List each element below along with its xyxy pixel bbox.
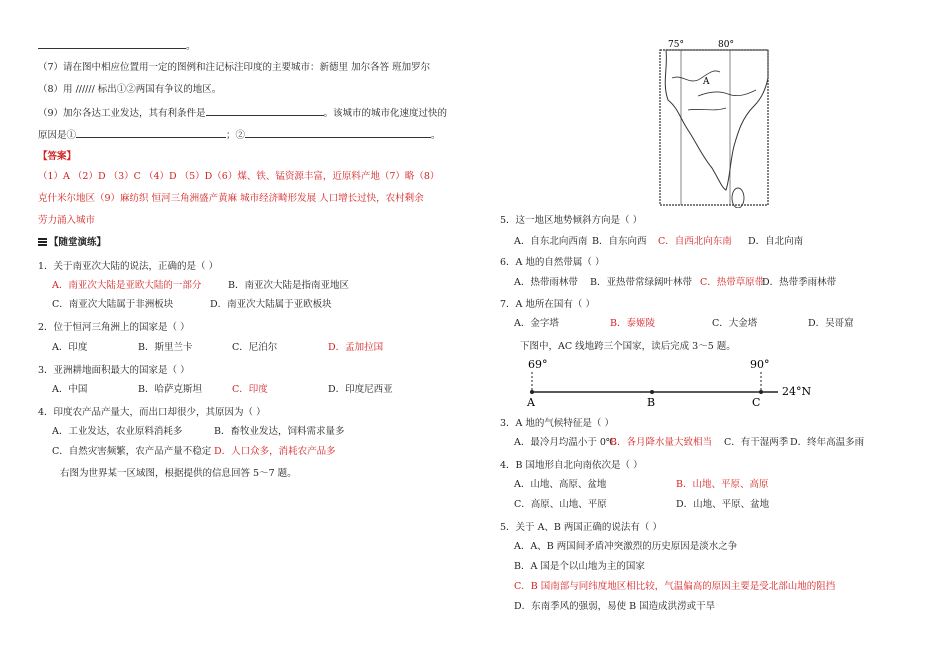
qb4-stem: 4．B 国地形自北向南依次是（ ） <box>500 460 643 471</box>
line-lon-69: 69° <box>528 358 548 371</box>
q1-option-a: A．南亚次大陆是亚欧大陆的一部分 <box>52 280 202 291</box>
q2-option-c: C．尼泊尔 <box>232 342 278 353</box>
map-frame <box>660 50 768 205</box>
river-1 <box>672 71 720 81</box>
q5-option-a: A．自东北向西南 <box>514 236 588 247</box>
qb3-option-c: C．有干湿两季 <box>724 437 789 448</box>
qb5-option-d: D．东南季风的强弱，易使 B 国造成洪涝或干旱 <box>514 601 716 612</box>
answer-blank-line: 。 <box>38 39 196 53</box>
q6-option-b: B．亚热带常绿阔叶林带 <box>590 277 692 288</box>
qb5-stem: 5．关于 A、B 两国正确的说法有（ ） <box>500 522 662 533</box>
map-lon-75: 75° <box>668 40 684 50</box>
q3-option-d: D．印度尼西亚 <box>328 384 393 395</box>
q3-option-c: C．印度 <box>232 384 268 395</box>
question-9-reasons: 原因是① ；② 。 <box>38 130 441 141</box>
q7-option-b: B．泰姬陵 <box>610 318 655 329</box>
q7-option-c: C．大金塔 <box>712 318 758 329</box>
q1-option-b: B．南亚次大陆是指南亚地区 <box>228 280 349 291</box>
qb4-option-b: B．山地、平原、高原 <box>676 479 769 490</box>
question-9: （9）加尔各达工业发达，其有利条件是 。该城市的城市化速度过快的 <box>38 108 448 119</box>
line-lat-label: 24°N <box>782 385 812 398</box>
river-2 <box>698 90 756 96</box>
map-label-a: A <box>703 77 710 87</box>
qb5-option-b: B．A 国是个以山地为主的国家 <box>514 561 645 572</box>
q5-stem: 5．这一地区地势倾斜方向是（ ） <box>500 215 643 226</box>
section-icon <box>38 237 47 246</box>
q2-stem: 2．位于恒河三角洲上的国家是（ ） <box>38 322 190 333</box>
q4-option-d: D．人口众多，消耗农产品多 <box>214 446 336 457</box>
q6-stem: 6．A 地的自然带属（ ） <box>500 257 605 268</box>
question-7: （7）请在图中相应位置用一定的图例和注记标注印度的主要城市：新德里 加尔各答 班加罗尔 <box>38 62 431 73</box>
q6-option-c: C．热带草原带 <box>700 277 765 288</box>
section-title: 【随堂演练】 <box>38 237 106 249</box>
qb3-option-b: B．各月降水量大致相当 <box>610 437 712 448</box>
line-lon-90: 90° <box>750 358 770 371</box>
answer-line-3: 劳力涌入城市 <box>38 215 96 226</box>
q7-stem: 7．A 地所在国有（ ） <box>500 299 595 310</box>
q1-stem: 1．关于南亚次大陆的说法，正确的是（ ） <box>38 261 219 272</box>
line-intro: 下图中，AC 线地跨三个国家，读后完成 3～5 题。 <box>520 341 736 352</box>
answer-line-1: （1）A （2）D （3）C （4）D （5）D（6）煤、铁、锰资源丰富，近原料产地（7）略（8） <box>38 171 440 182</box>
q4-stem: 4．印度农产品产量大，而出口却很少，其原因为（ ） <box>38 407 266 418</box>
line-label-b: B <box>647 396 656 408</box>
qb4-option-d: D．山地、平原、盆地 <box>676 499 770 510</box>
question-8: （8）用 ////// 标出①②两国有争议的地区。 <box>38 84 222 95</box>
q4-option-a: A．工业发达，农业原料消耗多 <box>52 426 183 437</box>
answer-title: 【答案】 <box>38 151 77 162</box>
q4-option-c: C．自然灾害频繁，农产品产量不稳定 <box>52 446 212 457</box>
q6-option-d: D．热带季雨林带 <box>762 277 837 288</box>
south-asia-map <box>658 38 770 208</box>
q3-option-b: B．哈萨克斯坦 <box>138 384 202 395</box>
q2-option-b: B．斯里兰卡 <box>138 342 193 353</box>
q3-option-a: A．中国 <box>52 384 88 395</box>
qb3-option-a: A．最冷月均温小于 0℃ <box>514 437 617 448</box>
map-intro: 右图为世界某一区域图，根据提供的信息回答 5～7 题。 <box>60 468 297 479</box>
qb3-option-d: D．终年高温多雨 <box>790 437 865 448</box>
qb4-option-c: C．高原、山地、平原 <box>514 499 607 510</box>
qb5-option-c: C．B 国南部与同纬度地区相比较，气温偏高的原因主要是受北部山地的阻挡 <box>514 581 836 592</box>
q5-option-b: B．自东向西 <box>592 236 647 247</box>
river-3 <box>688 108 726 110</box>
q5-option-d: D．自北向南 <box>748 236 804 247</box>
q4-option-b: B．畜牧业发达，饲料需求量多 <box>214 426 345 437</box>
q2-option-a: A．印度 <box>52 342 88 353</box>
q1-option-d: D．南亚次大陆属于亚欧板块 <box>210 299 332 310</box>
q7-option-d: D．吴哥窟 <box>808 318 854 329</box>
q6-option-a: A．热带雨林带 <box>514 277 578 288</box>
q2-option-d: D．孟加拉国 <box>328 342 384 353</box>
line-label-a: A <box>527 396 535 408</box>
point-c <box>759 390 763 394</box>
map-lon-80: 80° <box>718 40 734 50</box>
q3-stem: 3．亚洲耕地面积最大的国家是（ ） <box>38 365 190 376</box>
qb3-stem: 3．A 地的气候特征是（ ） <box>500 418 614 429</box>
q7-option-a: A．金字塔 <box>514 318 559 329</box>
q1-option-c: C．南亚次大陆属于非洲板块 <box>52 299 174 310</box>
answer-line-2: 克什米尔地区（9）麻纺织 恒河三角洲盛产黄麻 城市经济畸形发展 人口增长过快，农村剩余 <box>38 193 424 204</box>
qb5-option-a: A．A、B 两国间矛盾冲突激烈的历史原因是淡水之争 <box>514 541 738 552</box>
qb4-option-a: A．山地、高原、盆地 <box>514 479 607 490</box>
latitude-line-figure <box>520 356 840 408</box>
point-a <box>530 390 534 394</box>
q5-option-c: C．自西北向东南 <box>658 236 732 247</box>
line-label-c: C <box>752 396 761 408</box>
point-b <box>650 390 654 394</box>
